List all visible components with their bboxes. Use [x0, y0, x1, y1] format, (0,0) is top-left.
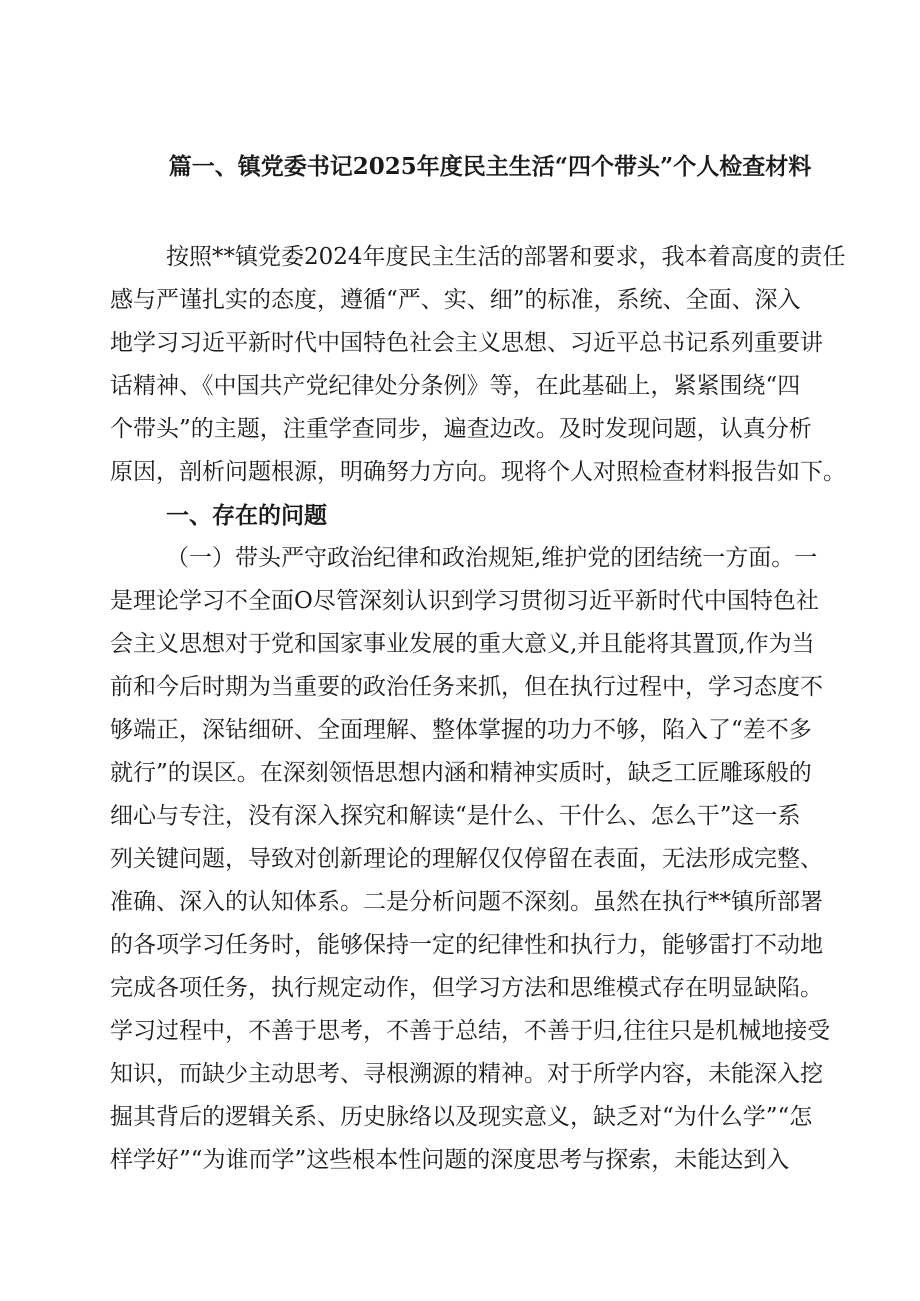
paragraph-line: 会主义思想对于党和国家事业发展的重大意义,并且能将其置顶,作为当 [110, 631, 815, 657]
paragraph-line: 列关键问题，导致对创新理论的理解仅仅停留在表面，无法形成完整、 [110, 846, 823, 872]
paragraph-line: 够端正，深钻细研、全面理解、整体掌握的功力不够，陷入了“差不多 [110, 717, 812, 743]
paragraph-line: 原因，剖析问题根源，明确努力方向。现将个人对照检查材料报告如下。 [110, 459, 846, 485]
paragraph-line: 的各项学习任务时，能够保持一定的纪律性和执行力，能够雷打不动地 [110, 932, 823, 958]
paragraph-line: 就行”的误区。在深刻领悟思想内涵和精神实质时，缺乏工匠雕琢般的 [110, 760, 812, 786]
paragraph-line: 学习过程中，不善于思考，不善于总结，不善于归,往往只是机械地接受 [110, 1018, 831, 1044]
paragraph-line: 个带头”的主题，注重学查同步，遍查边改。及时发现问题，认真分析 [110, 416, 812, 442]
paragraph-line: 完成各项任务，执行规定动作，但学习方法和思维模式存在明显缺陷。 [110, 975, 823, 1001]
paragraph-line: （一）带头严守政治纪律和政治规矩,维护党的团结统一方面。一 [166, 545, 818, 571]
paragraph-line: 掘其背后的逻辑关系、历史脉络以及现实意义，缺乏对“为什么学”“怎 [110, 1104, 813, 1130]
paragraph-line: 准确、深入的认知体系。二是分析问题不深刻。虽然在执行**镇所部署 [110, 889, 823, 915]
paragraph-line: 感与严谨扎实的态度，遵循“严、实、细”的标准，系统、全面、深入 [110, 287, 801, 313]
document-title: 篇一、镇党委书记2025年度民主生活“四个带头”个人检查材料 [168, 153, 812, 180]
paragraph-line: 知识，而缺少主动思考、寻根溯源的精神。对于所学内容，未能深入挖 [110, 1061, 823, 1087]
section-heading: 一、存在的问题 [166, 502, 327, 529]
paragraph-line: 是理论学习不全面O尽管深刻认识到学习贯彻习近平新时代中国特色社 [110, 588, 819, 614]
paragraph-line: 话精神、《中国共产党纪律处分条例》等，在此基础上，紧紧围绕“四 [110, 373, 801, 399]
paragraph-line: 按照**镇党委2024年度民主生活的部署和要求，我本着高度的责任 [166, 244, 846, 270]
paragraph-line: 细心与专注，没有深入探究和解读“是什么、干什么、怎么干”这一系 [110, 803, 801, 829]
document-body [110, 236, 850, 1182]
paragraph-line: 前和今后时期为当重要的政治任务来抓，但在执行过程中，学习态度不 [110, 674, 823, 700]
paragraph-line: 样学好”“为谁而学”这些根本性问题的深度思考与探索，未能达到入 [110, 1147, 790, 1173]
paragraph-line: 地学习习近平新时代中国特色社会主义思想、习近平总书记系列重要讲 [110, 330, 823, 356]
